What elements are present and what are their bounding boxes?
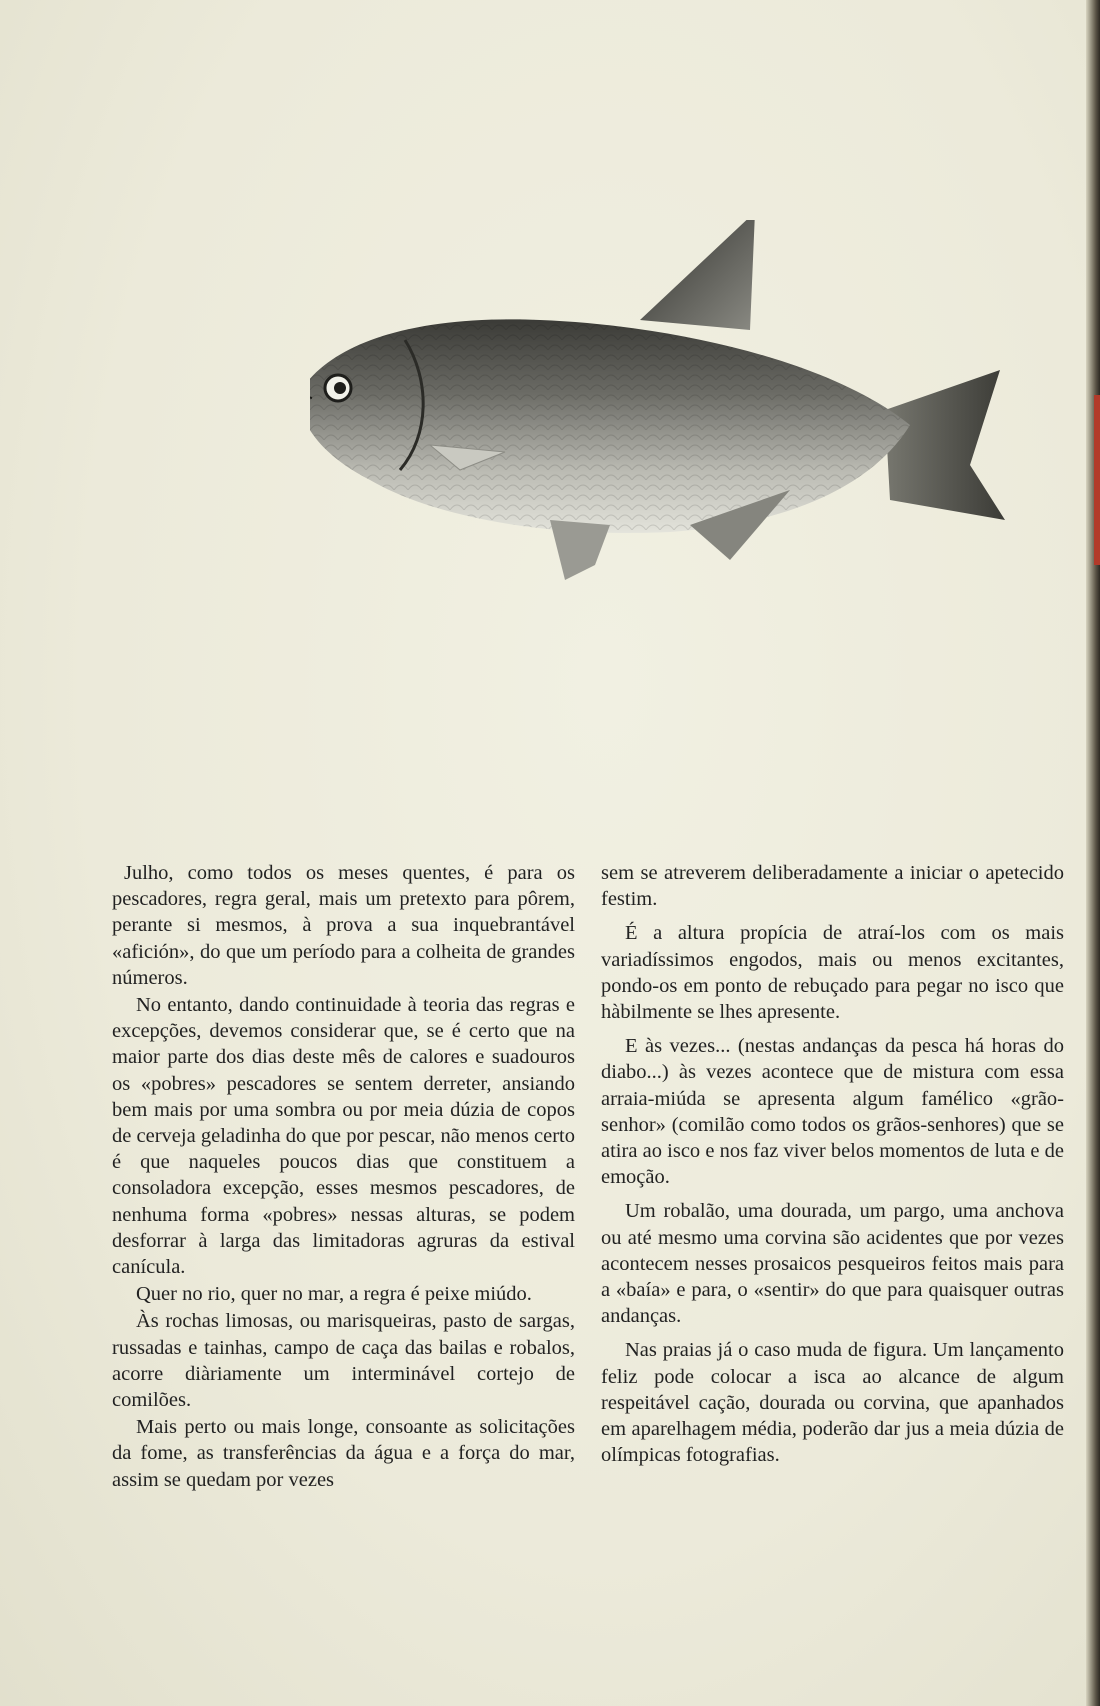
paragraph: E às vezes... (nestas andanças da pesca há horas do diabo...) às vezes acontece que de mistura com essa arraia-miúda se apresenta algum famélico «grão-senhor» (comilão como todos os grãos-senhores) que se atira ao isco e nos faz viver belos momentos de luta e de emoção.: [601, 1035, 1064, 1189]
text-column-right: [601, 860, 1064, 1469]
paragraph: Um robalão, uma dourada, um pargo, uma anchova ou até mesmo uma corvina são acidentes que por vezes acontecem nesses prosaicos pesqueiros feitos mais para a «baía» e para, o «sentir» do que para quaisquer outras andanças.: [601, 1200, 1064, 1328]
paragraph: sem se atreverem deliberadamente a iniciar o apetecido festim.: [601, 862, 1064, 911]
paragraph: Julho, como todos os meses quentes, é para os pescadores, regra geral, mais um pretexto para pôrem, perante si mesmos, à prova a sua inquebrantável «afición», do que um período para a colheita de grandes números.: [112, 862, 575, 989]
paragraph: Quer no rio, quer no mar, a regra é peixe miúdo.: [136, 1283, 532, 1306]
paragraph: Às rochas limosas, ou marisqueiras, pasto de sargas, russadas e tainhas, campo de caça das bailas e robalos, acorre diàriamente um interminável cortejo de comilões.: [112, 1310, 575, 1412]
paragraph: Nas praias já o caso muda de figura. Um lançamento feliz pode colocar a isca ao alcance de algum respeitável cação, dourada ou corvina, que apanhados em aparelhagem média, poderão dar jus a meia dúzia de olímpicas fotografias.: [601, 1339, 1064, 1467]
paragraph: É a altura propícia de atraí-los com os mais variadíssimos engodos, mais ou menos excitantes, pondo-os em ponto de rebuçado para pegar no isco que hàbilmente se lhes apresente.: [601, 922, 1064, 1024]
paragraph: Mais perto ou mais longe, consoante as solicitações da fome, as transferências da água e a força do mar, assim se quedam por vezes: [112, 1416, 575, 1491]
paragraph: No entanto, dando continuidade à teoria das regras e excepções, devemos considerar que, se é certo que na maior parte dos dias deste mês de calores e suadouros os «pobres» pescadores se sentem derreter, ansiando bem mais por uma sombra ou por meia dúzia de copos de cerveja geladinha do que por pescar, não menos certo é que naqueles poucos dias que constituem a consoladora excepção, esses mesmos pescadores, de nenhuma forma «pobres» nessas alturas, se podem desforrar à larga das limitadoras agruras da estival canícula.: [112, 994, 575, 1279]
text-column-left: [112, 860, 575, 1494]
fish-illustration-icon: [310, 220, 1100, 660]
